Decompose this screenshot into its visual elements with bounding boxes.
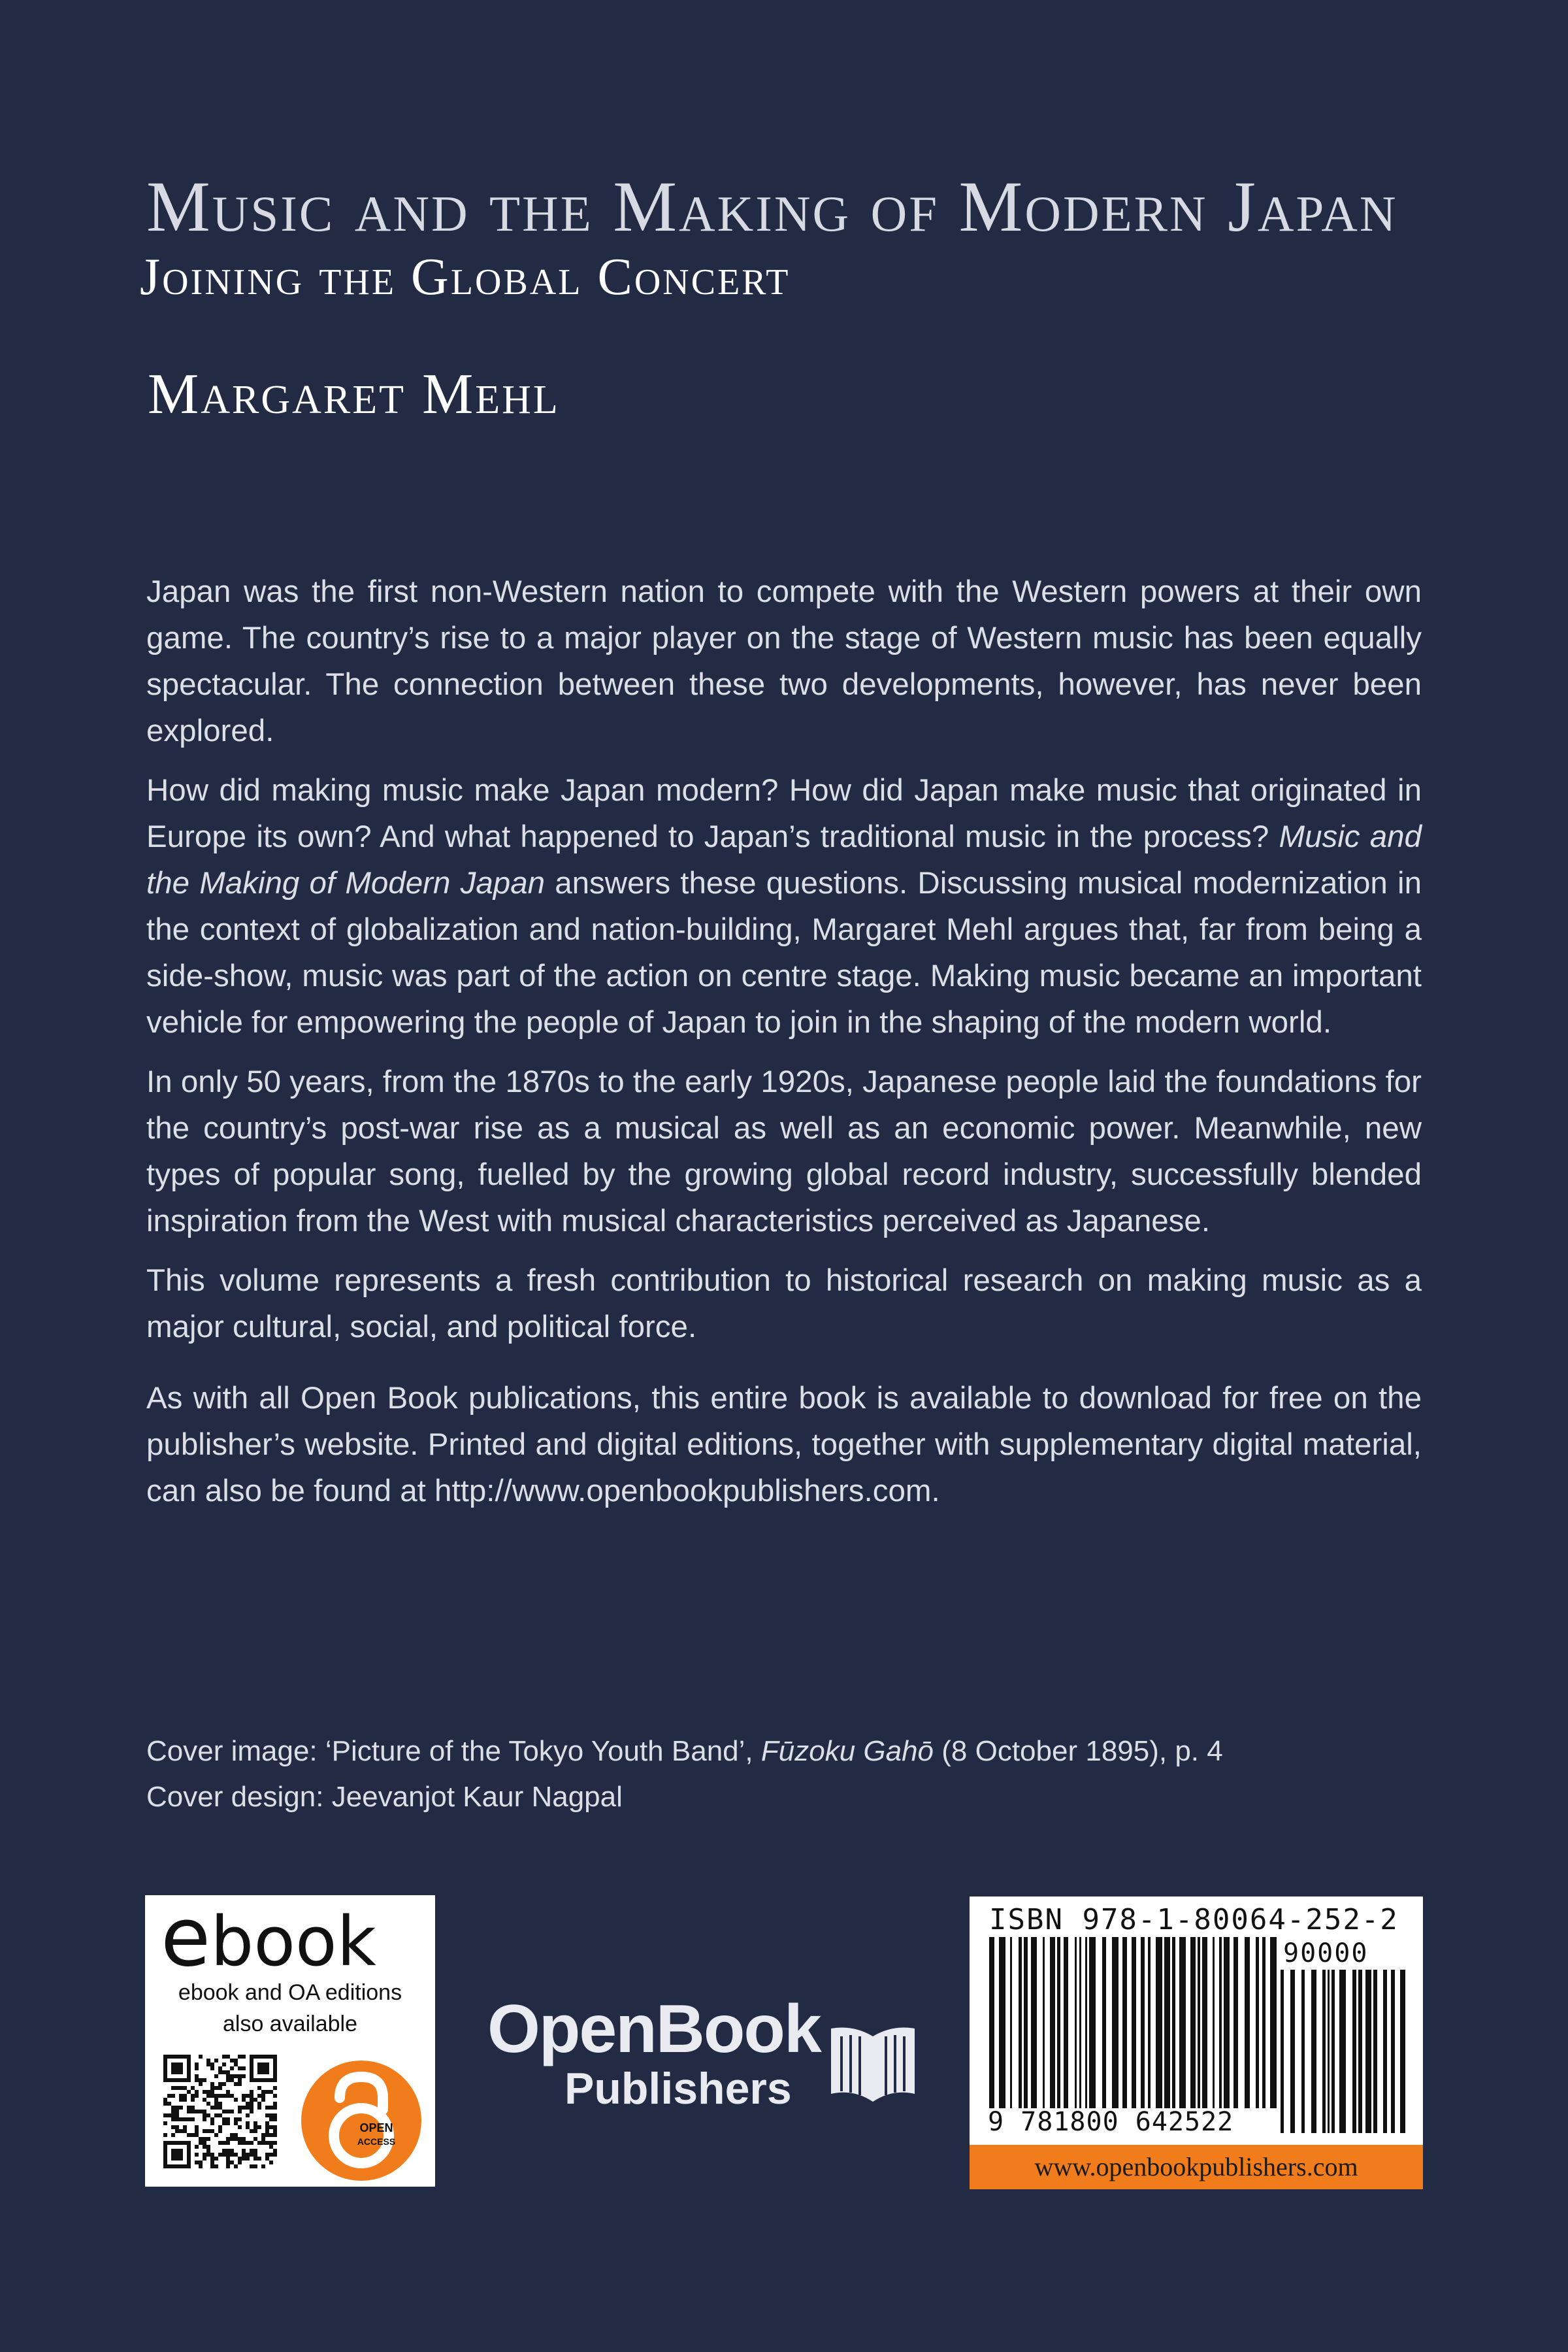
publisher-url: www.openbookpublishers.com (970, 2145, 1423, 2189)
open-access-label-2: ACCESS (357, 2136, 396, 2147)
book-author: Margaret Mehl (148, 363, 560, 426)
book-title: Music and the Making of Modern Japan (146, 167, 1398, 246)
ebook-badge (145, 1891, 435, 2187)
cover-design-credit: Cover design: Jeevanjot Kaur Nagpal (146, 1781, 623, 1813)
price-code: 90000 (1283, 1938, 1369, 1968)
blurb-paragraph-3: In only 50 years, from the 1870s to the early 1920s, Japanese people laid the foundations for the country’s post-war rise as a musical as well as an economic power. Meanwhile, new types of popular song, fuelled by the growing global record industry, successfully blended inspiration from the West with musical characteristics perceived as Japanese. (146, 1065, 1422, 1238)
ebook-logo-word: book (210, 1902, 376, 1981)
ebook-caption-line-1: ebook and OA editions (178, 1980, 402, 2005)
blurb-paragraph-5: As with all Open Book publications, this entire book is available to download for free on the publisher’s website. Printed and digital editions, together with supplementary digital material, can also be found at http://www.openbookpublishers.com. (146, 1381, 1422, 1508)
book-title-italic: Music and the Making of Modern Japan (146, 820, 1422, 901)
isbn-label: ISBN 978-1-80064-252-2 (989, 1903, 1399, 1936)
blurb-paragraph-2-end: answers these questions. Discussing musical modernization in the context of globalization and nation-building, Margaret Mehl argues that, far from being a side-show, music was part of the action on centre stage. Making music became an important vehicle for empowering the people of Japan to join in the shaping of the modern world. (146, 866, 1422, 1040)
ebook-caption-line-2: also available (222, 2012, 358, 2036)
open-book-icon (827, 2010, 919, 2108)
open-access-icon (299, 2059, 423, 2183)
barcode-panel (970, 1897, 1423, 2189)
blurb-paragraph-2 (146, 767, 1422, 1046)
book-subtitle: Joining the Global Concert (140, 248, 791, 306)
blurb-paragraph-4: This volume represents a fresh contribution to historical research on making music as a major cultural, social, and political force. (146, 1263, 1422, 1344)
publisher-logo-line-1: OpenBook (487, 1991, 821, 2067)
publisher-logo-line-2: Publishers (564, 2064, 792, 2113)
cover-image-credit (146, 1729, 1422, 1774)
barcode-icon (989, 1937, 1277, 2133)
blurb-paragraph-1: Japan was the first non-Western nation to compete with the Western powers at their own game. The country’s rise to a major player on the stage of Western music has been equally spectacular. The connection between these two developments, however, has never been explored. (146, 574, 1422, 748)
barcode-digits: 9 781800 642522 (988, 2107, 1234, 2137)
ebook-logo (161, 1891, 376, 1985)
cover-image-credit-end: (8 October 1895), p. 4 (934, 1735, 1223, 1767)
cover-image-source: Fūzoku Gahō (760, 1735, 934, 1767)
cover-image-credit-start: Cover image: ‘Picture of the Tokyo Youth Band’, (146, 1735, 761, 1767)
open-access-label-1: OPEN (359, 2121, 393, 2134)
credits (146, 1729, 1422, 1820)
qr-code-icon (163, 2055, 277, 2168)
blurb (146, 569, 1422, 1527)
ebook-logo-e: e (161, 1891, 211, 1985)
blurb-paragraph-2-start: How did making music make Japan modern? How did Japan make music that originated in Europe its own? And what happened to Japan’s traditional music in the process? (146, 773, 1422, 854)
barcode-addon-icon (1281, 1970, 1411, 2133)
publisher-logo (487, 1993, 919, 2124)
